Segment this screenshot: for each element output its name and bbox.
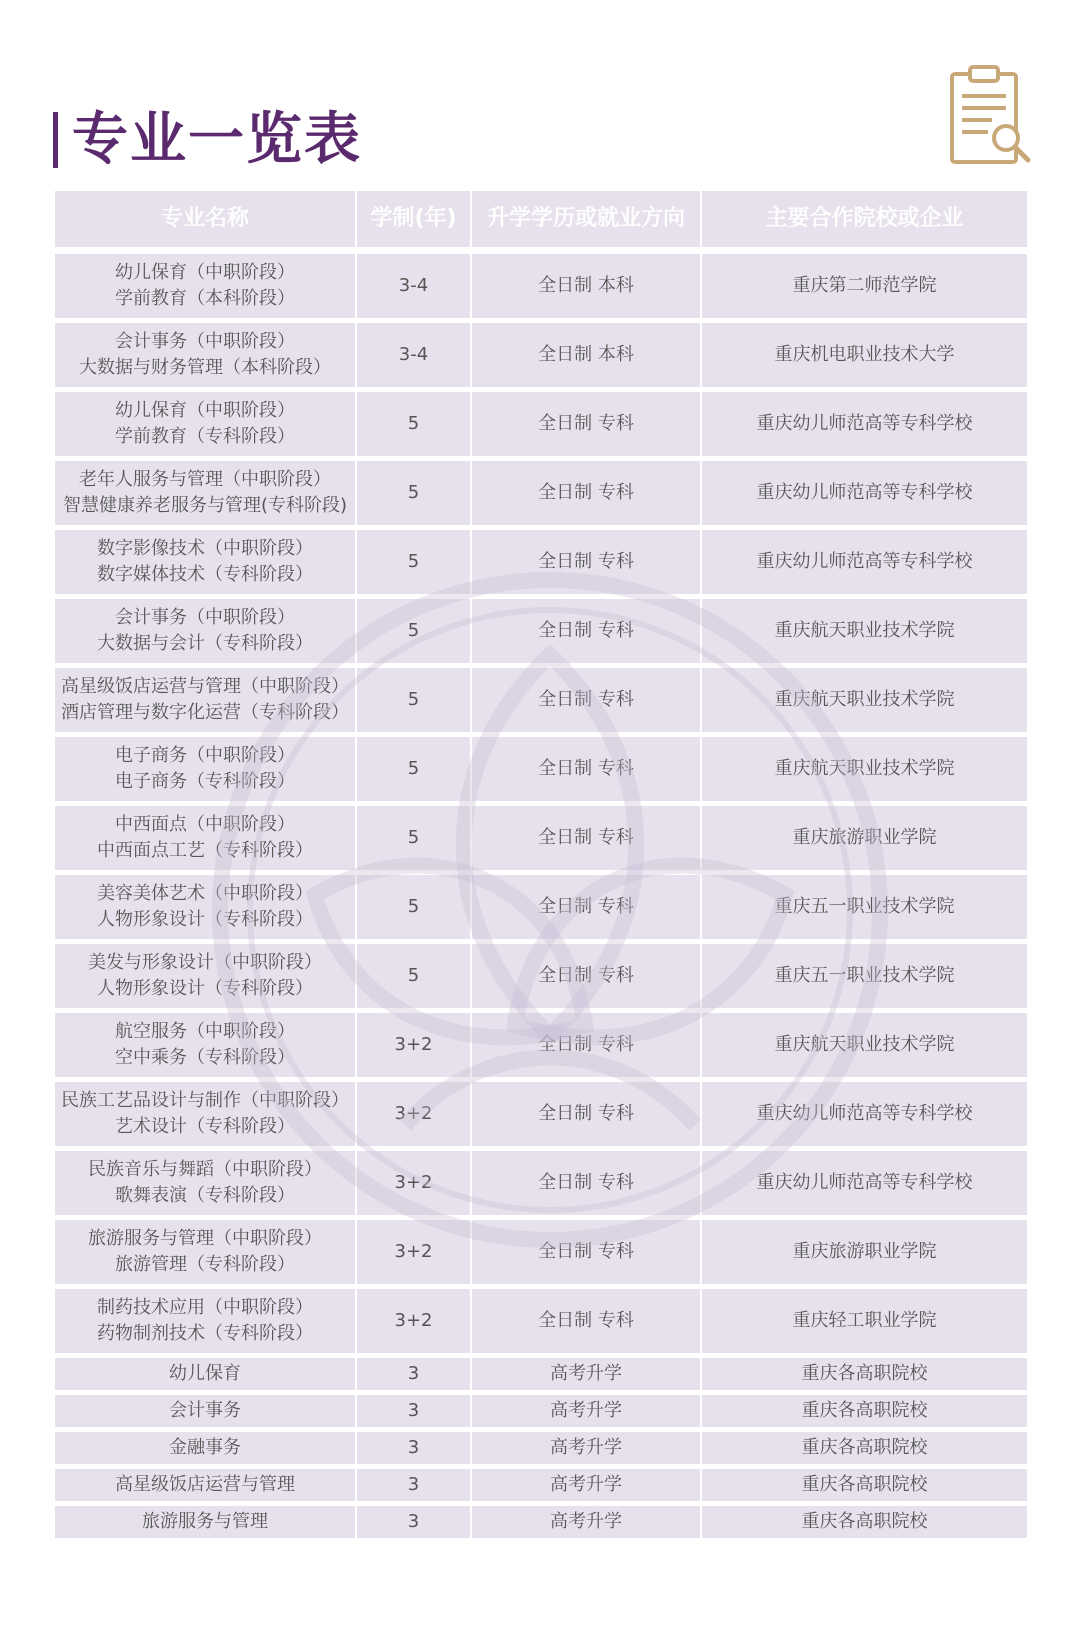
table-row (55, 806, 1027, 870)
partner-cell: 重庆五一职业技术学院 (702, 875, 1027, 939)
table-row (55, 1082, 1027, 1146)
major-name-line: 大数据与财务管理（本科阶段） (79, 357, 331, 378)
major-name-line: 电子商务（中职阶段） (115, 745, 295, 766)
major-name-line: 幼儿保育 (169, 1363, 241, 1384)
major-name-line: 学前教育（专科阶段） (115, 426, 295, 447)
clipboard-search-icon (948, 64, 1032, 168)
major-name-cell (55, 668, 357, 732)
major-name-line: 酒店管理与数字化运营（专科阶段） (61, 702, 349, 723)
title-accent-bar (53, 112, 58, 168)
page-title: 专业一览表 (72, 107, 362, 172)
partner-cell: 重庆幼儿师范高等专科学校 (702, 1151, 1027, 1215)
major-name-line: 艺术设计（专科阶段） (115, 1116, 295, 1137)
major-name-line: 制药技术应用（中职阶段） (97, 1297, 313, 1318)
table-row (55, 599, 1027, 663)
major-name-line: 金融事务 (169, 1437, 241, 1458)
direction-cell: 全日制 专科 (472, 668, 702, 732)
years-cell: 3 (357, 1358, 472, 1390)
direction-cell: 高考升学 (472, 1506, 702, 1538)
direction-cell: 全日制 本科 (472, 323, 702, 387)
major-name-line: 幼儿保育（中职阶段） (115, 262, 295, 283)
partner-cell: 重庆五一职业技术学院 (702, 944, 1027, 1008)
partner-cell: 重庆航天职业技术学院 (702, 1013, 1027, 1077)
years-cell: 3-4 (357, 254, 472, 318)
major-name-cell (55, 875, 357, 939)
table-row (55, 944, 1027, 1008)
major-name-line: 高星级饭店运营与管理 (115, 1474, 295, 1495)
major-name-line: 会计事务（中职阶段） (115, 607, 295, 628)
years-cell: 3 (357, 1506, 472, 1538)
table-row (55, 1013, 1027, 1077)
partner-cell: 重庆旅游职业学院 (702, 1220, 1027, 1284)
table-row (55, 461, 1027, 525)
major-name-line: 数字媒体技术（专科阶段） (97, 564, 313, 585)
table-header (55, 191, 1027, 247)
major-name-line: 人物形象设计（专科阶段） (97, 978, 313, 999)
direction-cell: 全日制 专科 (472, 1151, 702, 1215)
major-name-line: 智慧健康养老服务与管理(专科阶段) (62, 495, 348, 516)
major-name-cell (55, 254, 357, 318)
major-name-line: 旅游服务与管理 (142, 1511, 268, 1532)
table-row (55, 254, 1027, 318)
major-name-line: 会计事务 (169, 1400, 241, 1421)
table-row (55, 737, 1027, 801)
major-name-cell (55, 1289, 357, 1353)
direction-cell: 全日制 专科 (472, 530, 702, 594)
years-cell: 3+2 (357, 1082, 472, 1146)
years-cell: 5 (357, 806, 472, 870)
table-row (55, 1220, 1027, 1284)
partner-cell: 重庆各高职院校 (702, 1469, 1027, 1501)
direction-cell: 全日制 专科 (472, 599, 702, 663)
partner-cell: 重庆航天职业技术学院 (702, 668, 1027, 732)
partner-cell: 重庆各高职院校 (702, 1395, 1027, 1427)
direction-cell: 全日制 专科 (472, 806, 702, 870)
major-name-cell (55, 461, 357, 525)
direction-cell: 全日制 专科 (472, 737, 702, 801)
major-name-cell (55, 530, 357, 594)
partner-cell: 重庆各高职院校 (702, 1358, 1027, 1390)
major-name-cell (55, 1013, 357, 1077)
major-name-line: 空中乘务（专科阶段） (115, 1047, 295, 1068)
years-cell: 3 (357, 1432, 472, 1464)
major-name-cell (55, 944, 357, 1008)
partner-cell: 重庆第二师范学院 (702, 254, 1027, 318)
years-cell: 5 (357, 599, 472, 663)
major-name-line: 老年人服务与管理（中职阶段） (79, 469, 331, 490)
partner-cell: 重庆机电职业技术大学 (702, 323, 1027, 387)
years-cell: 5 (357, 737, 472, 801)
major-name-line: 高星级饭店运营与管理（中职阶段） (61, 676, 349, 697)
direction-cell: 全日制 专科 (472, 392, 702, 456)
direction-cell: 全日制 专科 (472, 875, 702, 939)
major-name-cell (55, 737, 357, 801)
major-name-line: 歌舞表演（专科阶段） (115, 1185, 295, 1206)
direction-cell: 全日制 专科 (472, 1289, 702, 1353)
table-row (55, 530, 1027, 594)
major-name-cell (55, 1432, 357, 1464)
major-name-line: 大数据与会计（专科阶段） (97, 633, 313, 654)
years-cell: 3+2 (357, 1151, 472, 1215)
major-name-cell (55, 1506, 357, 1538)
major-name-line: 美容美体艺术（中职阶段） (97, 883, 313, 904)
direction-cell: 全日制 专科 (472, 1082, 702, 1146)
table-row (55, 392, 1027, 456)
years-cell: 5 (357, 461, 472, 525)
table-row (55, 1395, 1027, 1427)
major-name-cell (55, 323, 357, 387)
years-cell: 3-4 (357, 323, 472, 387)
table-row (55, 1506, 1027, 1538)
major-name-line: 数字影像技术（中职阶段） (97, 538, 313, 559)
major-name-line: 旅游管理（专科阶段） (115, 1254, 295, 1275)
partner-cell: 重庆旅游职业学院 (702, 806, 1027, 870)
table-row (55, 1432, 1027, 1464)
major-name-line: 会计事务（中职阶段） (115, 331, 295, 352)
header-partner: 主要合作院校或企业 (702, 191, 1027, 247)
table-row (55, 875, 1027, 939)
direction-cell: 全日制 专科 (472, 1013, 702, 1077)
header-major-name: 专业名称 (55, 191, 357, 247)
major-name-cell (55, 1082, 357, 1146)
major-name-line: 旅游服务与管理（中职阶段） (88, 1228, 322, 1249)
major-name-line: 人物形象设计（专科阶段） (97, 909, 313, 930)
years-cell: 3 (357, 1395, 472, 1427)
direction-cell: 全日制 专科 (472, 1220, 702, 1284)
major-name-line: 民族音乐与舞蹈（中职阶段） (88, 1159, 322, 1180)
years-cell: 5 (357, 944, 472, 1008)
major-name-cell (55, 1151, 357, 1215)
major-name-line: 电子商务（专科阶段） (115, 771, 295, 792)
major-name-line: 美发与形象设计（中职阶段） (88, 952, 322, 973)
header-years: 学制(年) (357, 191, 472, 247)
major-name-line: 民族工艺品设计与制作（中职阶段） (61, 1090, 349, 1111)
majors-table (55, 191, 1027, 1543)
partner-cell: 重庆幼儿师范高等专科学校 (702, 1082, 1027, 1146)
direction-cell: 全日制 专科 (472, 461, 702, 525)
major-name-cell (55, 1395, 357, 1427)
table-row (55, 1151, 1027, 1215)
partner-cell: 重庆航天职业技术学院 (702, 737, 1027, 801)
years-cell: 5 (357, 392, 472, 456)
years-cell: 5 (357, 875, 472, 939)
major-name-cell (55, 806, 357, 870)
direction-cell: 高考升学 (472, 1432, 702, 1464)
major-name-line: 幼儿保育（中职阶段） (115, 400, 295, 421)
partner-cell: 重庆幼儿师范高等专科学校 (702, 530, 1027, 594)
table-row (55, 1358, 1027, 1390)
major-name-cell (55, 599, 357, 663)
partner-cell: 重庆幼儿师范高等专科学校 (702, 392, 1027, 456)
years-cell: 3+2 (357, 1289, 472, 1353)
direction-cell: 高考升学 (472, 1395, 702, 1427)
header-direction: 升学学历或就业方向 (472, 191, 702, 247)
table-row (55, 1469, 1027, 1501)
direction-cell: 全日制 专科 (472, 944, 702, 1008)
years-cell: 3+2 (357, 1013, 472, 1077)
years-cell: 5 (357, 530, 472, 594)
major-name-line: 中西面点（中职阶段） (115, 814, 295, 835)
table-row (55, 323, 1027, 387)
partner-cell: 重庆幼儿师范高等专科学校 (702, 461, 1027, 525)
major-name-cell (55, 392, 357, 456)
major-name-line: 中西面点工艺（专科阶段） (97, 840, 313, 861)
years-cell: 5 (357, 668, 472, 732)
partner-cell: 重庆各高职院校 (702, 1432, 1027, 1464)
major-name-line: 药物制剂技术（专科阶段） (97, 1323, 313, 1344)
major-name-line: 学前教育（本科阶段） (115, 288, 295, 309)
major-name-cell (55, 1469, 357, 1501)
major-name-cell (55, 1220, 357, 1284)
partner-cell: 重庆各高职院校 (702, 1506, 1027, 1538)
major-name-line: 航空服务（中职阶段） (115, 1021, 295, 1042)
years-cell: 3+2 (357, 1220, 472, 1284)
years-cell: 3 (357, 1469, 472, 1501)
partner-cell: 重庆航天职业技术学院 (702, 599, 1027, 663)
direction-cell: 高考升学 (472, 1358, 702, 1390)
table-row (55, 1289, 1027, 1353)
direction-cell: 全日制 本科 (472, 254, 702, 318)
partner-cell: 重庆轻工职业学院 (702, 1289, 1027, 1353)
major-name-cell (55, 1358, 357, 1390)
direction-cell: 高考升学 (472, 1469, 702, 1501)
table-row (55, 668, 1027, 732)
